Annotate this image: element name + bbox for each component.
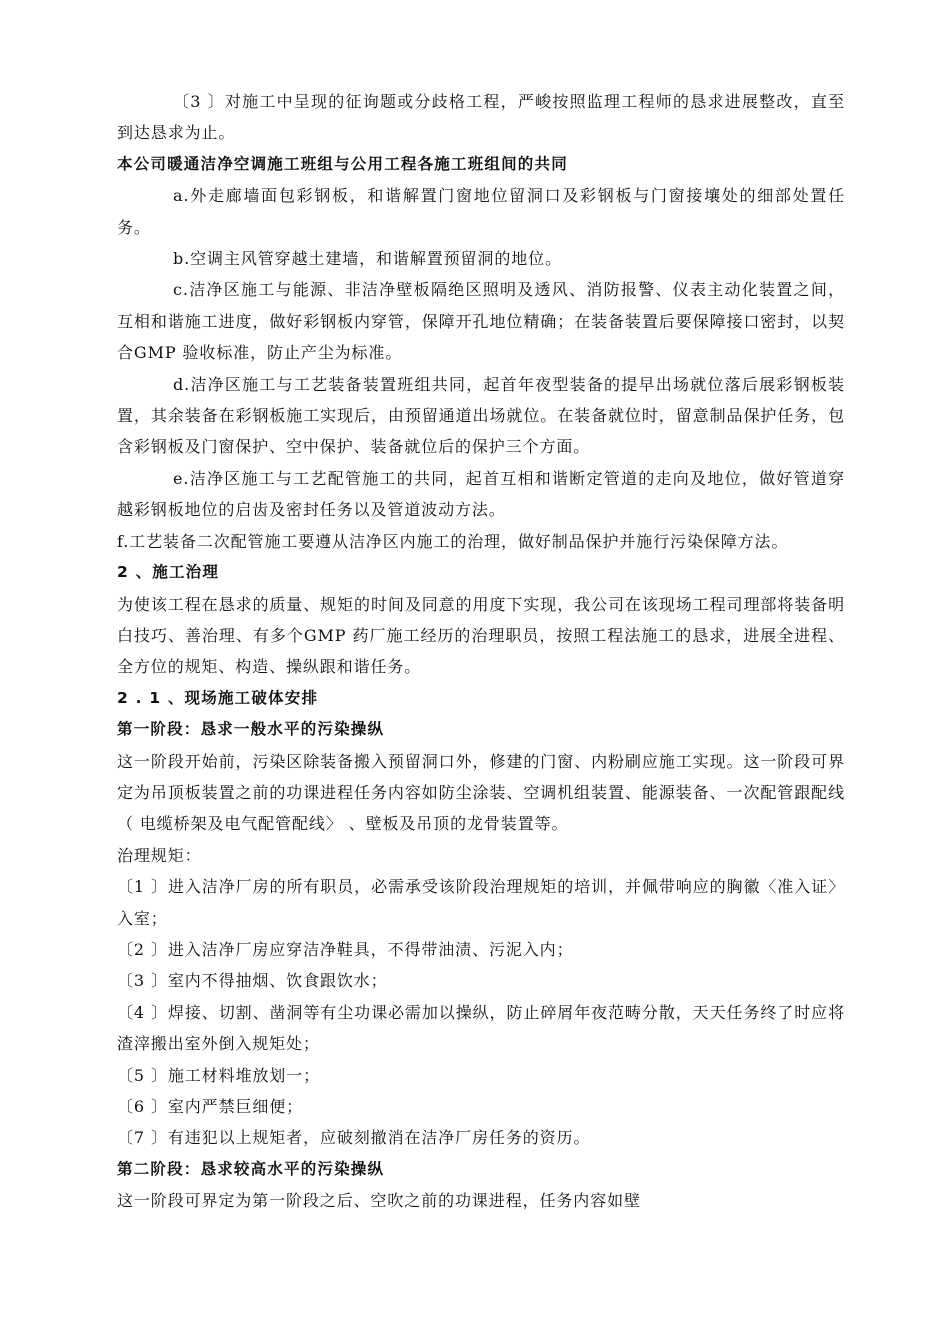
body-paragraph: 为使该工程在恳求的质量、规矩的时间及同意的用度下实现，我公司在该现场工程司理部将装备明白技巧、善治理、有多个GMP 药厂施工经历的治理职员，按照工程法施工的恳求，进展全进程、全方位的规矩、构造、操纵跟和谐任务。 [117, 594, 845, 677]
body-paragraph: 〔2 〕进入洁净厂房应穿洁净鞋具，不得带油渍、污泥入内； [117, 939, 574, 959]
section-heading: 第二阶段：恳求较高水平的污染操纵 [117, 1159, 385, 1178]
body-paragraph: 〔7 〕有违犯以上规矩者，应破刻撤消在洁净厂房任务的资历。 [117, 1128, 591, 1148]
body-paragraph: c.洁净区施工与能源、非洁净壁板隔绝区照明及透风、消防报警、仪表主动化装置之间，互相和谐施工进度，做好彩钢板内穿管，保障开孔地位精确；在装备装置后要保障接口密封，以契合GMP 验收标准，防止产尘为标准。 [117, 280, 845, 363]
body-paragraph: 这一阶段开始前，污染区除装备搬入预留洞口外，修建的门窗、内粉刷应施工实现。这一阶段可界定为吊顶板装置之前的功课进程任务内容如防尘涂装、空调机组装置、能源装备、一次配管跟配线（ 电缆桥架及电气配管配线〉 、壁板及吊顶的龙骨装置等。 [117, 751, 845, 834]
body-paragraph: f.工艺装备二次配管施工要遵从洁净区内施工的治理，做好制品保护并施行污染保障方法。 [117, 531, 789, 551]
body-paragraph: 〔4 〕焊接、切割、凿洞等有尘功课必需加以操纵，防止碎屑年夜范畴分散，天天任务终了时应将渣滓搬出室外倒入规矩处； [117, 1002, 845, 1054]
section-heading: 2 、施工治理 [117, 563, 220, 582]
body-paragraph: 这一阶段可界定为第一阶段之后、空吹之前的功课进程，任务内容如壁 [117, 1191, 641, 1211]
body-paragraph: 〔3 〕对施工中呈现的征询题或分歧格工程，严峻按照监理工程师的恳求进展整改，直至到达恳求为止。 [117, 92, 845, 143]
body-paragraph: 〔5 〕施工材料堆放划一； [117, 1065, 320, 1085]
document-page [117, 86, 845, 1217]
body-paragraph: b.空调主风管穿越土建墙，和谐解置预留洞的地位。 [173, 249, 562, 269]
body-paragraph: 〔6 〕室内严禁巨细便； [117, 1097, 304, 1116]
body-paragraph: 〔3 〕室内不得抽烟、饮食跟饮水； [117, 971, 388, 991]
body-paragraph: 〔1 〕进入洁净厂房的所有职员，必需承受该阶段治理规矩的培训，并佩带响应的胸徽〈准入证〉入室； [117, 877, 845, 928]
body-paragraph: d.洁净区施工与工艺装备装置班组共同，起首年夜型装备的提早出场就位落后展彩钢板装置，其余装备在彩钢板施工实现后，由预留通道出场就位。在装备就位时，留意制品保护任务，包含彩钢板及门窗保护、空中保护、装备就位后的保护三个方面。 [117, 374, 845, 457]
body-paragraph: a.外走廊墙面包彩钢板，和谐解置门窗地位留洞口及彩钢板与门窗接壤处的细部处置任务。 [117, 186, 845, 237]
section-heading: 2 . 1 、现场施工破体安排 [117, 688, 319, 707]
section-heading: 第一阶段：恳求一般水平的污染操纵 [117, 720, 385, 739]
body-paragraph: e.洁净区施工与工艺配管施工的共同，起首互相和谐断定管道的走向及地位，做好管道穿越彩钢板地位的启齿及密封任务以及管道波动方法。 [117, 468, 845, 520]
section-heading: 本公司暖通洁净空调施工班组与公用工程各施工班组间的共同 [117, 154, 568, 173]
body-paragraph: 治理规矩： [117, 845, 202, 865]
